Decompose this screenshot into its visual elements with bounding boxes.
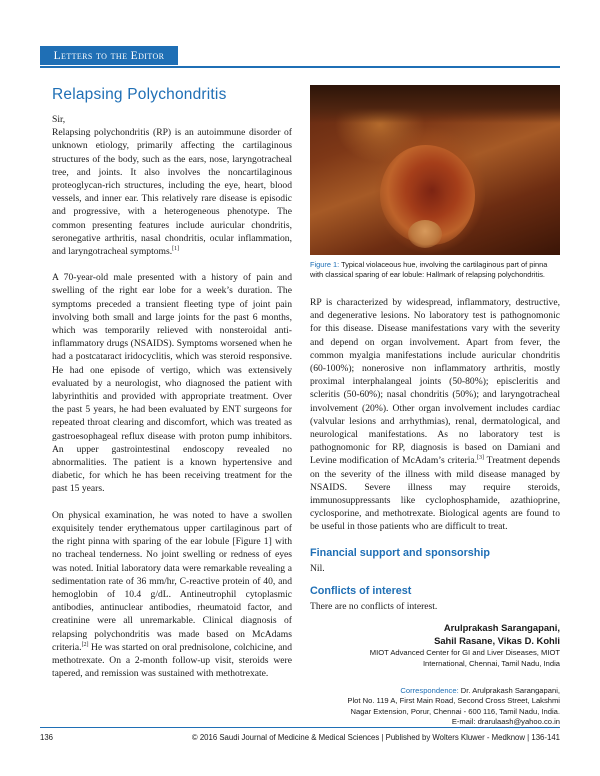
article-title: Relapsing Polychondritis [52, 86, 227, 103]
header-divider [40, 66, 560, 68]
author-names-line1: Arulprakash Sarangapani, [443, 622, 560, 633]
figure-1-ear-photo [310, 85, 560, 255]
citation-ref[interactable]: [2] [81, 641, 89, 648]
section-banner [40, 46, 178, 65]
section-label: Letters to the Editor [53, 49, 165, 62]
correspondence-label: Correspondence: [400, 686, 459, 695]
paragraph-discussion: RP is characterized by widespread, inflammatory, destructive, and degenerative lesions. No laboratory test is pathognomonic for this disease. Disease manifestations vary with the severity and depend on organ involvement. Apart from fever, the common myalgia manifestations include auricular chondritis (60-100%); nonerosive non inflammatory arthritis, mostly proximal interphalangeal joints (50-80%); episcleritis and scleritis (50-60%); nasal chondritis (50%); and laryngotracheal involvement (20%). Other organ involvement includes cardiac (valvular lesions and arrhythmias), renal, dermatological, and neurological manifestations. As no laboratory test is pathognomonic for RP, diagnosis is based on Damiani and Levine modification of McAdam’s criteria.[3] Treatment depends on the severity of the illness with mild disease managed by NSAIDS. Severe illness may require steroids, immunosuppressants like cyclophosphamide, azathioprine, cyclosporine, and methotrexate. Biological agents are found to be useful in those patients who are difficult to treat. [310, 297, 560, 533]
correspondence-block [300, 686, 560, 727]
left-column [52, 113, 292, 693]
figure-caption: Figure 1: Typical violaceous hue, involving the cartilaginous part of pinna with classical sparing of ear lobule: Hallmark of relapsing polychondritis. [310, 260, 548, 279]
affiliation-line2: International, Chennai, Tamil Nadu, India [422, 659, 560, 669]
author-names-line2: Sahil Rasane, Vikas D. Kohli [434, 634, 560, 646]
citation-ref[interactable]: [3] [477, 455, 485, 462]
photo-hair-region [310, 85, 560, 123]
salutation: Sir, [52, 114, 66, 125]
footer-citation: © 2016 Saudi Journal of Medicine & Medical Sciences | Published by Wolters Kluwer - Medknow | 136-141 [191, 733, 560, 742]
page-number: 136 [40, 733, 54, 742]
right-column [310, 296, 560, 544]
conflicts-text: There are no conflicts of interest. [310, 601, 438, 612]
figure-label: Figure 1: [310, 260, 340, 269]
photo-ear-lobule [408, 220, 442, 248]
financial-text: Nil. [310, 563, 325, 574]
correspondence-address-2: Nagar Extension, Porur, Chennai - 600 116, Tamil Nadu, India. [350, 706, 560, 716]
authors-block [300, 622, 560, 670]
paragraph-case-history: A 70-year-old male presented with a history of pain and swelling of the right ear lobe for a week’s duration. The symptoms preceded a transient fleeting type of joint pain involving both small and large joints for the past 6 months, which was temporarily relieved with nonsteroidal anti-inflammatory drugs (NSAIDS). Symptoms worsened when he had a postcataract iridocyclitis, which was steroid responsive. He had one episode of vertigo, which was extensively evaluated by a neurologist, who diagnosed the patient with labyrinthitis and provided with appropriate treatment. Over the past 5 years, he had been evaluated by ENT surgeons for repeated throat clearing and discomfort, which was treated as gastroesophageal reflux disease with proton pump inhibitors. An upper gastrointestinal endoscopy revealed no abnormalities. The patient is a known hypertensive and diabetic, for which he has been receiving treatment for the past 15 years. [52, 272, 292, 495]
correspondence-name-line: Correspondence: Dr. Arulprakash Sarangapani, [400, 686, 560, 695]
correspondence-address-1: Plot No. 119 A, First Main Road, Second Cross Street, Lakshmi [347, 696, 560, 706]
paragraph-examination: On physical examination, he was noted to have a swollen exquisitely tender erythematous upper cartilaginous part of the right pinna with sparing of the ear lobule [Figure 1] with no tracheal tenderness. No joint swelling or redness of eyes was noted. Initial laboratory data were remarkable revealing a sedimentation rate of 36 mm/hr, C-reactive protein of 40, and hemoglobin of 10.4 g/dL. Antineutrophil cytoplasmic antibodies, antinuclear antibodies, rheumatoid factor, and creatinine were all unremarkable. Clinical diagnosis of relapsing polychondritis was made based on McAdams criteria.[2] He was started on oral prednisolone, colchicine, and methotrexate. On a 2-month follow-up visit, steroids were tapered, and remission was sustained with methotrexate. [52, 509, 292, 680]
conflicts-heading: Conflicts of interest [310, 585, 412, 597]
footer-divider [40, 727, 560, 728]
affiliation-line1: MIOT Advanced Center for GI and Liver Diseases, MIOT [369, 648, 560, 657]
financial-heading: Financial support and sponsorship [310, 547, 490, 559]
paragraph-intro: Relapsing polychondritis (RP) is an autoimmune disorder of unknown etiology, primarily affecting the cartilaginous structures of the body, such as the ears, nose, laryngotracheal tree, and joints. It also involves the noncartilaginous proteoglycan-rich structures, including the eye, heart, blood vessels, and inner ear. This relatively rare disease is episodic and progressive, with a heterogeneous phenotype. The common presenting features include auricular chondritis, seronegative arthritis, nasal chondritis, ocular inflammation, and laryngotracheal symptoms.[1] [52, 127, 292, 258]
correspondence-email[interactable]: E-mail: drarulaash@yahoo.co.in [451, 716, 560, 726]
citation-ref[interactable]: [1] [172, 245, 180, 252]
